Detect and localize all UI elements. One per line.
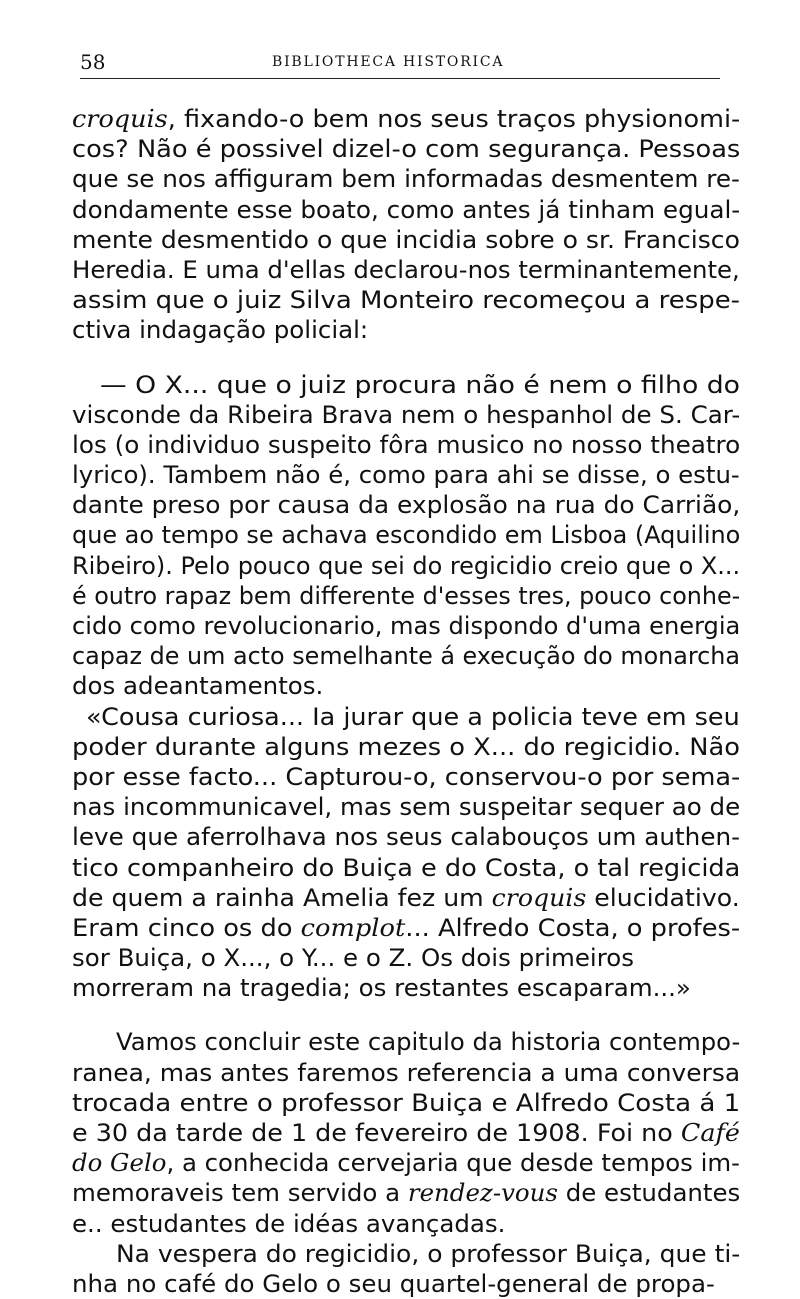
- text-line: [72, 973, 744, 1003]
- text-line: [72, 792, 744, 822]
- text-run: ... Alfredo Costa, o profes-: [405, 913, 741, 942]
- text-line: [72, 943, 744, 973]
- text-line-content: [72, 732, 740, 762]
- text-line-content: [72, 883, 740, 913]
- text-line-content: [72, 285, 740, 315]
- text-line-content: [72, 490, 740, 520]
- text-line: [72, 853, 744, 883]
- text-run: que ao tempo se achava escondido em Lisboa (Aquilino: [72, 521, 741, 550]
- text-line-content: [72, 460, 740, 490]
- text-line-content: [72, 255, 740, 285]
- text-run: cido como revolucionario, mas dispondo d'uma energia: [72, 612, 741, 640]
- text-line: [72, 1269, 744, 1299]
- text-line: [72, 732, 744, 762]
- text-line-content: [72, 315, 368, 345]
- text-run: e.. estudantes de idéas avançadas.: [72, 1209, 506, 1238]
- text-run: nas incommunicavel, mas sem suspeitar sequer ao de: [72, 793, 741, 822]
- text-run: Vamos concluir este capitulo da historia contempo-: [116, 1028, 741, 1057]
- text-line: [72, 400, 744, 430]
- text-run: poder durante alguns mezes o X... do regicidio. Não: [72, 732, 741, 761]
- text-line-content: [72, 973, 691, 1003]
- text-line-content: [72, 400, 740, 430]
- text-line: [72, 641, 744, 671]
- text-line-content: [72, 1148, 740, 1178]
- text-run: trocada entre o professor Buiça e Alfredo Costa á 1: [72, 1088, 741, 1117]
- text-line-content: [72, 195, 740, 225]
- text-line-content: [72, 581, 740, 611]
- text-run: Na vespera do regicidio, o professor Buiça, que ti-: [116, 1239, 741, 1268]
- text-line: [72, 225, 744, 255]
- text-line: [72, 822, 744, 852]
- text-run: de estudantes: [557, 1179, 741, 1208]
- text-run: de quem a rainha Amelia fez um: [72, 883, 492, 912]
- text-run: assim que o juiz Silva Monteiro recomeçou a respe-: [72, 286, 741, 315]
- text-line-content: [72, 430, 740, 460]
- text-line-content: [72, 762, 740, 792]
- text-line-content: [72, 104, 740, 134]
- text-run: dante preso por causa da explosão na rua do Carrião,: [72, 491, 741, 520]
- text-line-content: [72, 1088, 740, 1118]
- text-run: morreram na tragedia; os restantes escaparam...»: [72, 974, 691, 1003]
- text-run: dos adeantamentos.: [72, 672, 324, 701]
- text-line-content: [72, 792, 740, 822]
- text-line: [72, 255, 744, 285]
- text-run: nha no café do Gelo o seu quartel-general de propa-: [72, 1269, 715, 1298]
- text-line-content: [72, 1058, 740, 1088]
- text-run: sor Buiça, o X..., o Y... e o Z. Os dois primeiros: [72, 944, 634, 973]
- text-run: ranea, mas antes faremos referencia a uma conversa: [72, 1058, 741, 1087]
- text-line-content: [116, 1239, 740, 1269]
- text-line: [72, 551, 744, 581]
- text-run: Eram cinco os do: [72, 913, 301, 942]
- running-title: BIBLIOTHECA HISTORICA: [272, 54, 505, 70]
- text-run: «Cousa curiosa... Ia jurar que a policia teve em seu: [86, 702, 740, 731]
- text-line: [72, 671, 744, 701]
- text-line-content: [72, 913, 740, 943]
- text-line: [72, 702, 744, 732]
- text-run: Heredia. E uma d'ellas declarou-nos terminantemente,: [72, 255, 740, 284]
- italic-text: rendez-vous: [407, 1179, 558, 1208]
- text-line: [72, 913, 744, 943]
- text-line-content: [72, 1209, 505, 1239]
- text-line: [72, 1118, 744, 1148]
- text-line-content: [72, 641, 740, 671]
- text-line: [72, 581, 744, 611]
- italic-text: croquis: [72, 105, 168, 133]
- text-line: [72, 195, 744, 225]
- text-line: [72, 285, 744, 315]
- text-line: [72, 520, 744, 550]
- body-text: [72, 104, 744, 1299]
- text-run: — O X... que o juiz procura não é nem o filho do: [100, 370, 740, 399]
- text-line-content: [72, 611, 740, 641]
- text-line: [72, 460, 744, 490]
- text-line-content: [72, 164, 740, 194]
- page-header: [80, 44, 720, 74]
- text-line: [72, 1027, 744, 1057]
- text-line: [72, 1178, 744, 1208]
- text-run: e 30 da tarde de 1 de fevereiro de 1908. Foi no: [72, 1119, 681, 1147]
- text-line: [72, 883, 744, 913]
- text-line-content: [72, 671, 323, 701]
- page-number: 58: [80, 50, 106, 74]
- text-line: [72, 104, 744, 134]
- text-line: [72, 1239, 744, 1269]
- text-line-content: [72, 1118, 740, 1148]
- text-run: que se nos affiguram bem informadas desmentem re-: [72, 165, 740, 194]
- text-line: [72, 134, 744, 164]
- text-run: mente desmentido o que incidia sobre o sr. Francisco: [72, 225, 740, 254]
- text-run: dondamente esse boato, como antes já tinham egual-: [72, 195, 741, 224]
- italic-text: do Gelo: [72, 1149, 167, 1178]
- text-run: lyrico). Tambem não é, como para ahi se disse, o estu-: [72, 461, 740, 490]
- text-line: [72, 164, 744, 194]
- text-line-content: [72, 1178, 740, 1208]
- text-run: por esse facto... Capturou-o, conservou-o por sema-: [72, 762, 741, 791]
- text-run: elucidativo.: [586, 883, 740, 912]
- text-run: é outro rapaz bem differente d'esses tres, pouco conhe-: [72, 581, 741, 610]
- text-line: [72, 762, 744, 792]
- text-line: [72, 611, 744, 641]
- text-line-content: [72, 822, 740, 852]
- text-line: [72, 1209, 744, 1239]
- text-line: [72, 1088, 744, 1118]
- text-run: , a conhecida cervejaria que desde tempos im-: [166, 1149, 740, 1178]
- text-run: , fixando-o bem nos seus traços physionomi-: [167, 105, 741, 133]
- text-run: leve que aferrolhava nos seus calabouços um authen-: [72, 823, 741, 852]
- text-line-content: [72, 1269, 715, 1299]
- text-line: [72, 315, 744, 345]
- text-line-content: [72, 853, 740, 883]
- text-line-content: [72, 551, 740, 581]
- text-line-content: [72, 134, 740, 164]
- text-line-content: [72, 225, 740, 255]
- text-run: los (o individuo suspeito fôra musico no nosso theatro: [72, 430, 741, 459]
- text-line: [72, 490, 744, 520]
- header-rule: [80, 78, 720, 79]
- text-line: [72, 370, 744, 400]
- text-run: cos? Não é possivel dizel-o com segurança. Pessoas: [72, 135, 741, 164]
- text-line: [72, 1058, 744, 1088]
- text-run: memoraveis tem servido a: [72, 1179, 408, 1208]
- text-run: ctiva indagação policial:: [72, 316, 369, 345]
- text-line-content: [116, 1027, 740, 1057]
- text-run: visconde da Ribeira Brava nem o hespanhol de S. Car-: [72, 400, 741, 429]
- italic-text: Café: [680, 1119, 740, 1147]
- text-line-content: [72, 520, 740, 550]
- text-line: [72, 1148, 744, 1178]
- text-run: capaz de um acto semelhante á execução do monarcha: [72, 642, 741, 671]
- text-run: Ribeiro). Pelo pouco que sei do regicidio creio que o X...: [72, 551, 741, 580]
- text-run: tico companheiro do Buiça e do Costa, o tal regicida: [72, 853, 741, 882]
- italic-text: complot: [300, 913, 406, 942]
- text-line-content: [100, 370, 740, 400]
- italic-text: croquis: [491, 883, 587, 912]
- text-line-content: [86, 702, 740, 732]
- text-line-content: [72, 943, 634, 973]
- text-line: [72, 430, 744, 460]
